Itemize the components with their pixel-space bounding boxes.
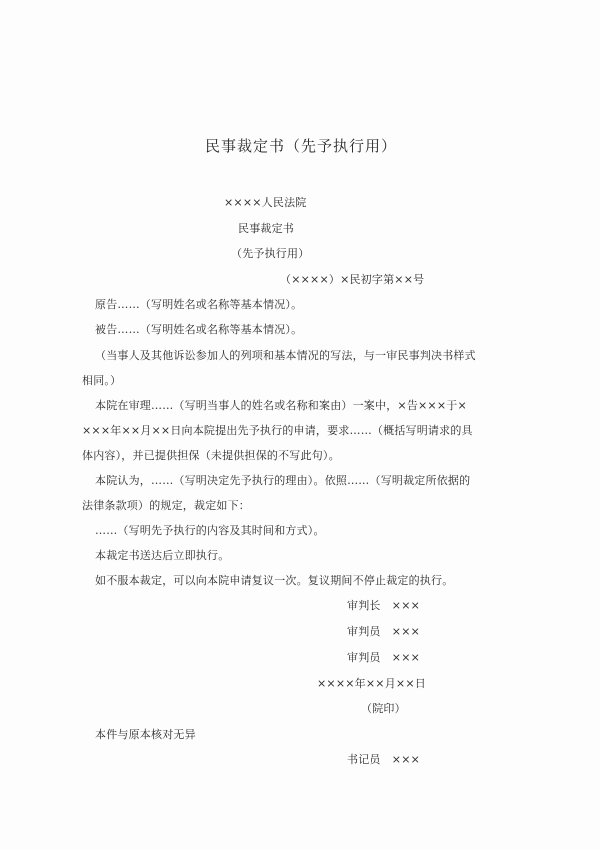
ruling-date: ××××年××月××日 <box>317 677 426 690</box>
paragraph-2-line-1: 本院认为，……（写明决定先予执行的理由）。依照……（写明裁定所依据的 <box>95 474 471 487</box>
paragraph-1-line-1: 本院在审理……（写明当事人的姓名或名称和案由）一案中，×告×××于× <box>95 399 467 412</box>
court-seal: （院印） <box>361 702 406 715</box>
paragraph-1-line-2: ×××年××月××日向本院提出先予执行的申请，要求……（概括写明请求的具 <box>82 424 473 437</box>
document-subtype: （先予执行用） <box>231 247 310 260</box>
chief-judge-signature: 审判长 ××× <box>347 599 421 612</box>
paragraph-1-line-3: 体内容），并已提供担保（未提供担保的不写此句）。 <box>82 449 340 462</box>
verification-note: 本件与原本核对无异 <box>95 728 196 741</box>
effect-statement: 本裁定书送达后立即执行。 <box>95 549 230 562</box>
ruling-content: ……（写明先予执行的内容及其时间和方式）。 <box>95 524 325 537</box>
defendant-line: 被告……（写明姓名或名称等基本情况）。 <box>95 323 303 336</box>
appeal-notice: 如不服本裁定，可以向本院申请复议一次。复议期间不停止裁定的执行。 <box>95 574 454 587</box>
case-number: （××××）×民初字第××号 <box>280 273 425 286</box>
document-title: 民事裁定书（先予执行用） <box>205 137 398 155</box>
note-line-2: 相同。） <box>82 374 122 387</box>
clerk-signature: 书记员 ××× <box>347 753 421 766</box>
judge-2-signature: 审判员 ××× <box>347 651 421 664</box>
document-type: 民事裁定书 <box>238 222 294 235</box>
plaintiff-line: 原告……（写明姓名或名称等基本情况）。 <box>95 298 303 311</box>
note-line-1: （当事人及其他诉讼参加人的列项和基本情况的写法，与一审民事判决书样式 <box>95 349 476 362</box>
judge-1-signature: 审判员 ××× <box>347 625 421 638</box>
court-name: ××××人民法院 <box>224 196 307 209</box>
paragraph-2-line-2: 法律条款项）的规定，裁定如下： <box>82 499 250 512</box>
